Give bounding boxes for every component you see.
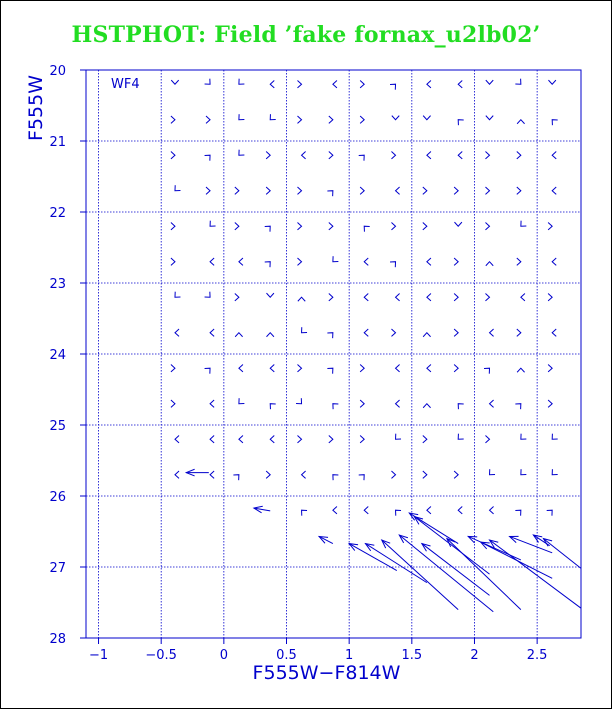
arrow-marker	[270, 80, 274, 87]
arrow-marker	[427, 151, 431, 158]
arrow-marker	[239, 398, 244, 403]
arrow-marker	[297, 435, 301, 442]
arrow-marker	[302, 510, 307, 515]
arrow-marker	[458, 434, 463, 439]
arrow-marker	[210, 221, 215, 226]
arrow-marker	[423, 222, 427, 229]
arrow-marker	[391, 222, 395, 229]
long-arrow-shaft	[399, 535, 493, 612]
arrow-marker	[515, 404, 520, 409]
arrow-marker	[423, 471, 427, 478]
arrow-marker	[298, 297, 305, 301]
arrow-marker	[297, 258, 301, 265]
arrow-marker	[517, 120, 524, 124]
arrow-marker	[333, 475, 338, 480]
arrow-marker	[270, 364, 274, 371]
arrow-marker	[175, 329, 179, 336]
arrow-marker	[210, 329, 214, 336]
arrow-marker	[329, 222, 333, 229]
arrow-marker	[552, 120, 557, 125]
y-tick-label: 28	[49, 632, 66, 647]
y-tick-label: 25	[49, 419, 66, 434]
long-arrow-shaft	[414, 517, 489, 575]
arrow-marker	[458, 120, 463, 125]
arrow-marker	[239, 150, 244, 155]
arrow-marker	[454, 222, 461, 226]
arrow-marker	[297, 116, 301, 123]
y-tick-label: 22	[49, 206, 66, 221]
arrow-marker	[171, 222, 175, 229]
arrow-marker	[239, 364, 243, 371]
arrow-marker	[548, 293, 552, 300]
y-tick-label: 23	[49, 277, 66, 292]
x-tick-label: 0	[219, 648, 228, 663]
long-arrow-shaft	[447, 539, 521, 610]
arrow-marker	[333, 404, 338, 409]
arrow-marker	[458, 151, 462, 158]
arrow-marker	[515, 510, 520, 515]
arrow-marker	[175, 292, 180, 297]
arrow-marker	[364, 293, 368, 300]
arrow-marker	[360, 80, 364, 87]
axes-layer	[49, 64, 581, 663]
y-tick-label: 20	[49, 64, 66, 79]
y-tick-label: 26	[49, 490, 66, 505]
arrow-marker	[454, 329, 458, 336]
arrow-marker	[458, 80, 462, 87]
long-arrow-head	[365, 544, 374, 551]
arrow-marker	[171, 116, 175, 123]
arrow-marker	[265, 262, 270, 267]
arrow-marker	[297, 364, 301, 371]
arrow-marker	[270, 114, 275, 119]
arrow-marker	[333, 506, 337, 513]
arrow-marker	[175, 435, 179, 442]
arrow-marker	[552, 329, 556, 336]
arrow-marker	[423, 187, 427, 194]
arrow-marker	[364, 506, 368, 513]
x-tick-label: 2.5	[526, 648, 548, 663]
arrow-marker	[171, 80, 178, 84]
arrow-marker	[515, 79, 520, 84]
y-tick-label: 21	[49, 135, 66, 150]
arrow-marker	[171, 151, 175, 158]
arrow-marker	[454, 293, 458, 300]
arrow-marker	[329, 293, 333, 300]
arrow-marker	[329, 435, 333, 442]
arrow-marker	[548, 400, 552, 407]
arrow-marker	[210, 400, 214, 407]
arrow-marker	[490, 400, 494, 407]
arrow-marker	[390, 262, 395, 267]
arrow-marker	[521, 434, 526, 439]
arrow-marker	[327, 368, 332, 373]
x-tick-label: 1	[345, 648, 354, 663]
arrow-marker	[485, 187, 489, 194]
arrow-marker	[485, 222, 489, 229]
arrow-marker	[391, 151, 395, 158]
arrow-marker	[396, 510, 401, 515]
arrow-marker	[364, 226, 369, 231]
arrow-marker	[454, 364, 458, 371]
arrow-marker	[423, 116, 430, 120]
arrow-marker	[517, 368, 524, 372]
arrow-marker	[396, 364, 400, 371]
arrow-marker	[391, 329, 395, 336]
arrow-marker	[239, 79, 244, 84]
arrow-marker	[205, 368, 210, 373]
arrow-marker	[360, 400, 364, 407]
arrow-marker	[205, 79, 210, 84]
arrow-marker	[396, 434, 401, 439]
arrow-marker	[297, 187, 301, 194]
arrow-marker	[364, 329, 368, 336]
arrow-marker	[396, 293, 400, 300]
arrow-marker	[333, 256, 338, 261]
arrow-marker	[490, 506, 494, 513]
arrow-marker	[265, 226, 270, 231]
arrow-marker	[552, 258, 556, 265]
x-tick-label: −0.5	[145, 648, 177, 663]
arrow-marker	[333, 80, 337, 87]
arrow-marker	[296, 398, 301, 403]
long-arrow-head	[349, 544, 358, 551]
arrow-marker	[458, 404, 463, 409]
arrow-marker	[391, 471, 395, 478]
arrow-marker	[171, 258, 175, 265]
arrow-marker	[266, 187, 270, 194]
arrow-marker	[302, 471, 306, 478]
arrow-marker	[392, 116, 399, 120]
arrow-marker	[390, 84, 395, 89]
arrow-marker	[548, 80, 555, 84]
arrow-marker	[360, 116, 364, 123]
long-arrow-shaft	[490, 540, 581, 608]
arrow-marker	[364, 258, 368, 265]
arrow-marker	[239, 114, 244, 119]
arrow-marker	[235, 293, 239, 300]
arrow-marker	[427, 506, 431, 513]
arrow-marker	[485, 293, 489, 300]
arrow-marker	[235, 187, 239, 194]
arrow-marker	[548, 222, 552, 229]
arrow-marker	[239, 435, 243, 442]
arrow-marker	[329, 151, 333, 158]
marks-layer	[171, 79, 581, 612]
arrow-marker	[235, 333, 242, 337]
arrow-marker	[327, 333, 332, 338]
arrow-marker	[210, 435, 214, 442]
arrow-marker	[302, 327, 307, 332]
y-axis-label: F555W	[25, 75, 47, 141]
long-arrow-shaft	[382, 540, 458, 610]
arrow-marker	[486, 116, 493, 120]
arrow-marker	[547, 510, 552, 515]
arrow-marker	[329, 116, 333, 123]
arrow-marker	[297, 80, 301, 87]
chart-title: HSTPHOT: Field ’fake fornax_u2lb02’	[71, 22, 541, 48]
arrow-marker	[235, 222, 239, 229]
arrow-marker	[267, 333, 274, 337]
arrow-marker	[360, 364, 364, 371]
arrow-marker	[171, 400, 175, 407]
arrow-marker	[210, 471, 214, 478]
arrow-marker	[206, 187, 210, 194]
arrow-marker	[175, 185, 180, 190]
arrow-marker	[517, 258, 521, 265]
arrow-marker	[270, 435, 274, 442]
arrow-marker	[427, 293, 431, 300]
arrow-marker	[270, 404, 275, 409]
arrow-marker	[427, 258, 431, 265]
long-arrow-head	[533, 535, 542, 542]
arrow-marker	[490, 329, 494, 336]
arrow-marker	[484, 368, 489, 373]
arrow-marker	[233, 475, 238, 480]
arrow-marker	[552, 469, 557, 474]
y-tick-label: 27	[49, 561, 66, 576]
long-arrow-head	[409, 513, 418, 520]
arrow-marker	[454, 471, 458, 478]
arrow-marker	[458, 506, 462, 513]
arrow-marker	[485, 435, 489, 442]
arrow-marker	[521, 293, 525, 300]
arrow-marker	[396, 187, 400, 194]
arrow-marker	[486, 80, 493, 84]
arrow-marker	[552, 187, 556, 194]
x-axis-label: F555W−F814W	[252, 662, 401, 684]
x-tick-label: 0.5	[276, 648, 297, 663]
arrow-marker	[360, 435, 364, 442]
arrow-marker	[297, 222, 301, 229]
arrow-marker	[423, 333, 430, 337]
arrow-marker	[427, 364, 431, 371]
arrow-marker	[206, 116, 210, 123]
x-tick-label: 1.5	[401, 648, 423, 663]
chip-annotation: WF4	[111, 76, 140, 92]
arrow-marker	[327, 191, 332, 196]
long-arrow-shaft	[543, 539, 581, 569]
x-tick-label: −1	[88, 648, 109, 663]
arrow-marker	[302, 151, 306, 158]
arrow-marker	[175, 471, 179, 478]
arrow-marker	[239, 258, 243, 265]
arrow-marker	[205, 155, 210, 160]
arrow-marker	[517, 329, 521, 336]
arrow-marker	[521, 221, 526, 226]
arrow-marker	[517, 151, 521, 158]
arrow-marker	[210, 258, 214, 265]
x-tick-label: 2	[470, 648, 479, 663]
arrow-marker	[521, 469, 526, 474]
arrow-marker	[359, 155, 364, 160]
arrow-marker	[267, 293, 274, 297]
arrow-marker	[396, 400, 400, 407]
arrow-marker	[490, 469, 495, 474]
arrow-marker	[552, 434, 557, 439]
arrow-marker	[517, 187, 521, 194]
arrow-marker	[486, 262, 493, 266]
arrow-marker	[485, 151, 489, 158]
arrow-marker	[266, 471, 270, 478]
arrow-marker	[454, 187, 458, 194]
arrow-marker	[454, 258, 458, 265]
arrow-marker	[552, 151, 556, 158]
arrow-marker	[171, 364, 175, 371]
arrow-marker	[548, 364, 552, 371]
y-tick-label: 24	[49, 348, 66, 363]
arrow-marker	[266, 151, 270, 158]
arrow-marker	[427, 80, 431, 87]
arrow-marker	[359, 475, 364, 480]
arrow-marker	[423, 435, 427, 442]
arrow-marker	[423, 404, 430, 408]
arrow-marker	[205, 292, 210, 297]
arrow-marker	[360, 187, 364, 194]
